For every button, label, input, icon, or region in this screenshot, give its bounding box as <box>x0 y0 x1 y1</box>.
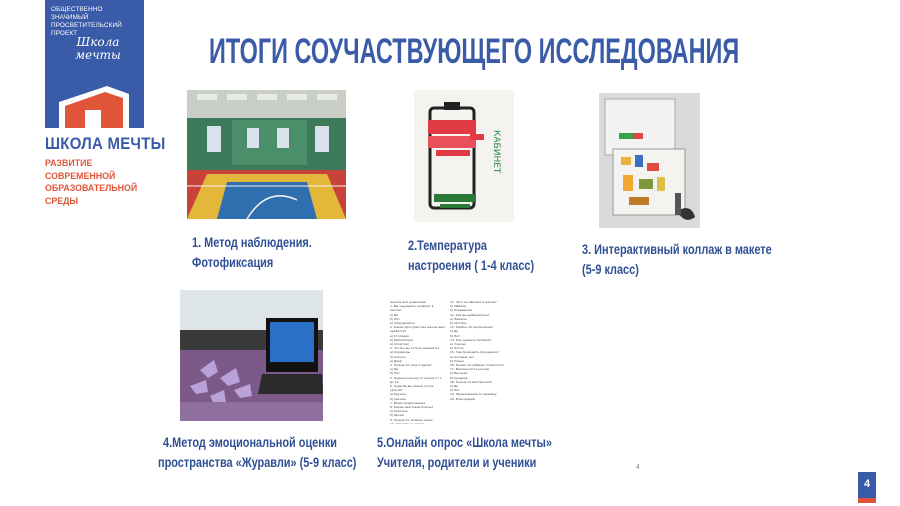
caption-observation-line1: 1. Метод наблюдения. <box>192 234 312 250</box>
caption-temperature <box>408 235 534 275</box>
logo-tagline: ОБЩЕСТВЕННО ЗНАЧИМЫЙ ПРОСВЕТИТЕЛЬСКИЙ ПРОЕКТ <box>51 6 122 37</box>
logo-script-text: Школа мечты <box>75 35 121 62</box>
caption-survey-line1: 5.Онлайн опрос «Школа мечты» <box>377 434 552 450</box>
cranes-photo <box>180 290 323 421</box>
caption-cranes-line1: 4.Метод эмоциональной оценки <box>163 434 338 450</box>
caption-collage-line1: 3. Интерактивный коллаж в макете <box>582 241 772 257</box>
mood-temperature-photo <box>414 90 514 222</box>
footer-slide-number: 4 <box>636 464 640 471</box>
caption-temperature-line1: 2.Температура <box>408 237 487 253</box>
survey-column-right: 11. Чего не хватает в школе? а) Мебели б) Освещения 12. Как вы добираетесь? а) Пешком б) Автобус 13. Удобно ли расписание? а) Да б) Нет 14. Как оценить питание? а) Хорошо б) Плохо 15. Где проводить праздники? а) Актовый зал б) Улица 16. Нужен ли кабинет психолога? 17. Безопасность школы а) Высокая б) Средняя 18. Нужна ли мастерская? а) Да б) Нет 19. Предложения по дизайну 20. Благодарим <box>450 300 504 401</box>
caption-collage-line2: (5-9 класс) <box>582 261 639 277</box>
svg-text:КАБИНЕТ: КАБИНЕТ <box>491 130 501 174</box>
house-icon <box>59 84 129 128</box>
gym-photo <box>187 90 346 219</box>
caption-cranes-line2: пространства «Журавли» (5-9 класс) <box>158 454 357 470</box>
caption-temperature-line2: настроения ( 1-4 класс) <box>408 257 535 273</box>
page-number-badge: 4 <box>858 472 876 498</box>
caption-cranes <box>158 432 357 472</box>
caption-survey <box>377 432 552 472</box>
caption-survey-line2: Учителя, родители и ученики <box>377 454 537 470</box>
brand-subtitle: РАЗВИТИЕ СОВРЕМЕННОЙ ОБРАЗОВАТЕЛЬНОЙ СРЕДЫ <box>45 158 138 207</box>
caption-collage <box>582 239 772 279</box>
collage-model-photo <box>599 93 700 228</box>
caption-observation-line2: Фотофиксация <box>192 254 274 270</box>
survey-document-image <box>384 296 508 424</box>
page-badge-stripe <box>858 498 876 503</box>
brand-title: ШКОЛА МЕЧТЫ <box>45 134 166 153</box>
caption-observation <box>192 232 312 272</box>
survey-column-left: Анкета для родителей 1. Вы ощущаете комфорт в школе? а) Да б) Нет в) Затрудняюсь 2. Какие пространства школы вам нравятся? а) Столовая б) Библиотека в) Спортзал 3. Что бы вы хотели изменить? а) Коридоры б) Классы в) Двор 4. Нужна ли зона отдыха? а) Да б) Нет 5. Оцените школу по шкале от 1 до 10 6. Куда бы вы пошли после уроков? а) Кружки б) Секции 7. Ваши предложения 8. Какие цвета вам ближе? а) Светлые б) Яркие 9. Нужна ли зеленая зона? 10. Спасибо за ответы <box>390 300 445 424</box>
logo-panel <box>45 0 144 128</box>
page-title: ИТОГИ СОУЧАСТВУЮЩЕГО ИССЛЕДОВАНИЯ <box>209 32 740 71</box>
